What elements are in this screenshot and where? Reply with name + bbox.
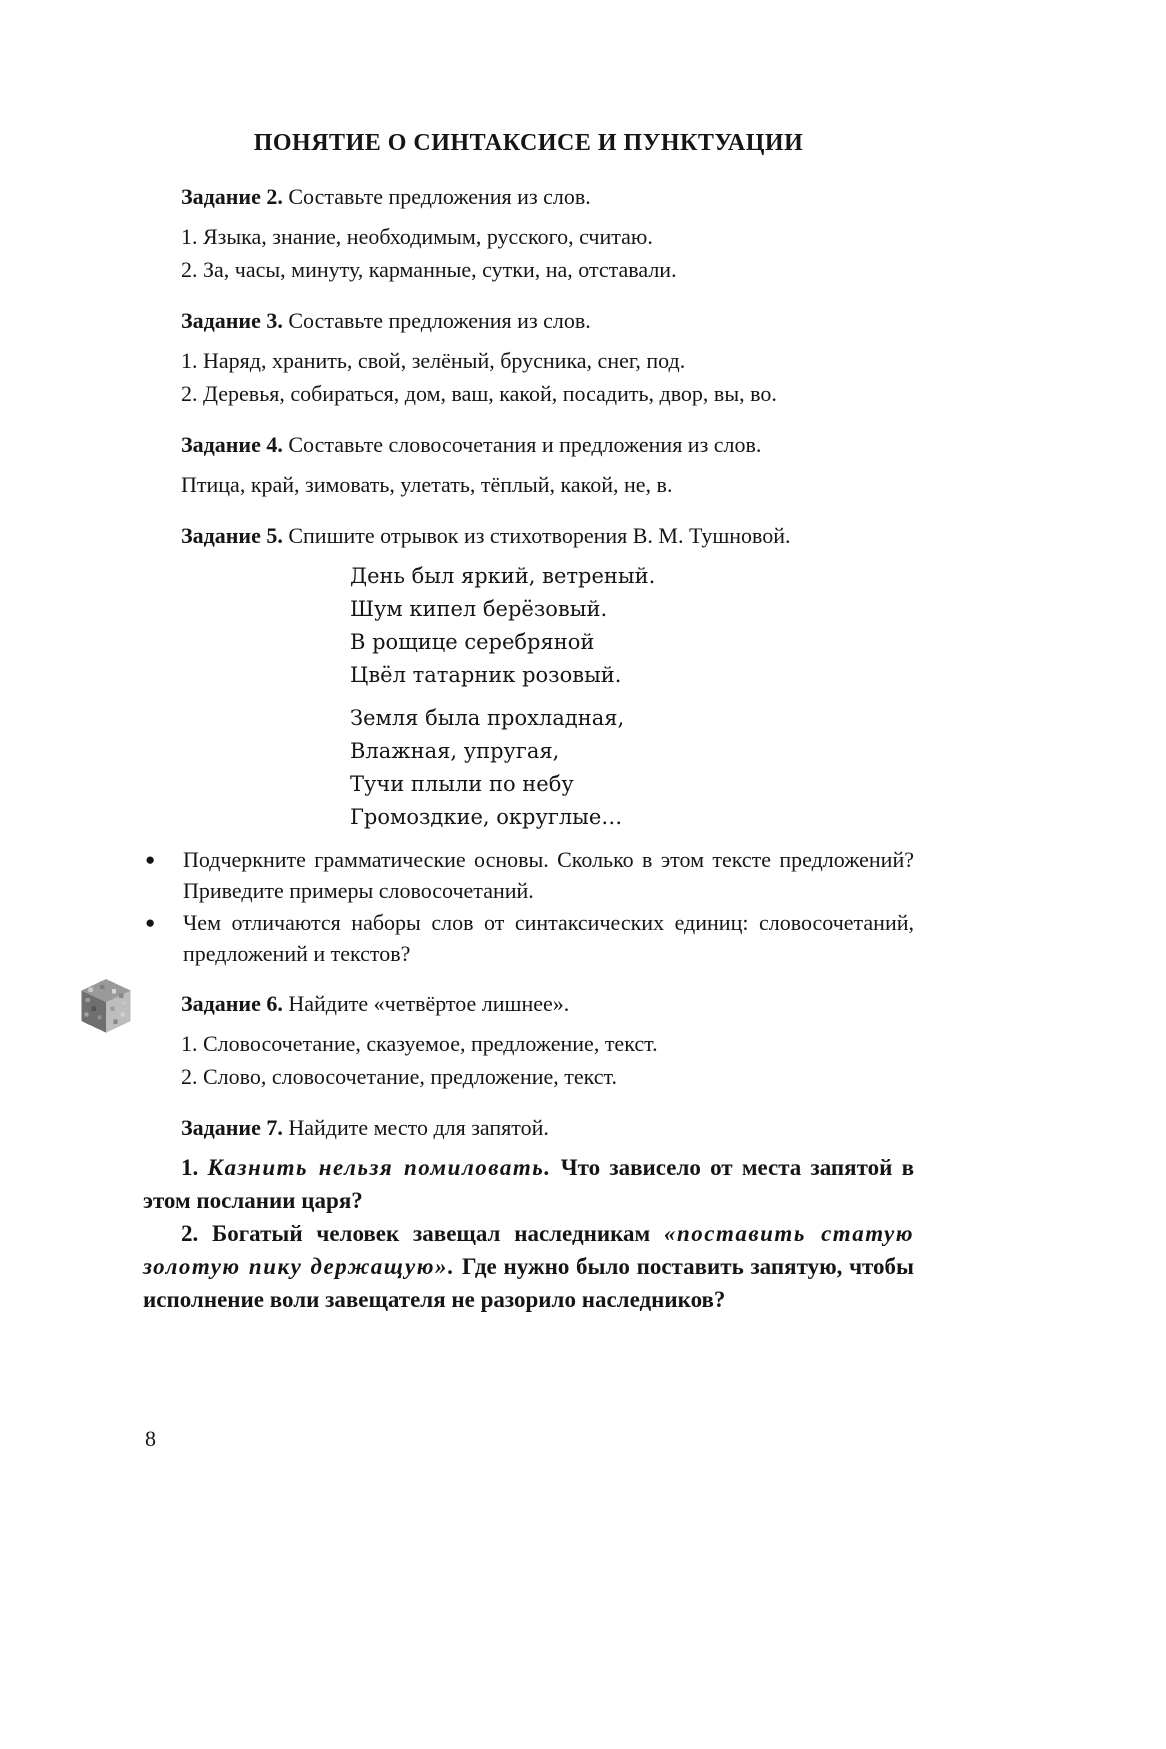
task4-instruction: Составьте словосочетания и предложения из слов. bbox=[288, 432, 762, 457]
page-title: ПОНЯТИЕ О СИНТАКСИСЕ И ПУНКТУАЦИИ bbox=[253, 130, 804, 156]
bullet-icon: ● bbox=[145, 913, 156, 932]
page-number: 8 bbox=[145, 1426, 156, 1451]
poem-line: Тучи плыли по небу bbox=[350, 772, 574, 796]
list-item bbox=[143, 907, 914, 969]
task5-label: Задание 5. bbox=[181, 523, 283, 548]
task6-header bbox=[143, 987, 914, 1020]
task4-header bbox=[143, 428, 914, 461]
task6-instruction: Найдите «четвёртое лишнее». bbox=[288, 991, 570, 1016]
poem-line: В рощице серебряной bbox=[350, 630, 595, 654]
poem-line: Громоздкие, округлые… bbox=[350, 805, 623, 829]
task2-item-1: 1. Языка, знание, необходимым, русского, считаю. bbox=[181, 224, 653, 249]
task2-header bbox=[143, 180, 914, 213]
task3-instruction: Составьте предложения из слов. bbox=[288, 308, 591, 333]
task7-item2-question: Где нужно было поставить запятую, чтобы исполнение воли завещателя не разорило наследников? bbox=[143, 1254, 915, 1312]
task3-header bbox=[143, 304, 914, 337]
task2-label: Задание 2. bbox=[181, 184, 283, 209]
task7-item-2 bbox=[143, 1217, 914, 1316]
task6-item-1: 1. Словосочетание, сказуемое, предложение, текст. bbox=[181, 1031, 658, 1056]
task7-item1-question: Что зависело от места запятой в этом послании царя? bbox=[143, 1155, 915, 1213]
task7-item1-number: 1. bbox=[181, 1155, 199, 1180]
task3-label: Задание 3. bbox=[181, 308, 283, 333]
poem-line: Цвёл татарник розовый. bbox=[350, 663, 622, 687]
task6-label: Задание 6. bbox=[181, 991, 283, 1016]
list-item bbox=[143, 844, 914, 906]
task7-item2-text: Богатый человек завещал наследникам bbox=[212, 1221, 651, 1246]
task7-item1-quote: Казнить нельзя помиловать. bbox=[207, 1155, 552, 1180]
poem-line: Шум кипел берёзовый. bbox=[350, 597, 608, 621]
poem-line: Земля была прохладная, bbox=[350, 706, 625, 730]
task7-header bbox=[143, 1111, 914, 1144]
task4-label: Задание 4. bbox=[181, 432, 283, 457]
task3-item-2: 2. Деревья, собираться, дом, ваш, какой, посадить, двор, вы, во. bbox=[181, 381, 777, 406]
poem-stanza-2 bbox=[350, 702, 914, 834]
task6-item-2: 2. Слово, словосочетание, предложение, текст. bbox=[181, 1064, 618, 1089]
task5-header bbox=[143, 519, 914, 552]
task7-label: Задание 7. bbox=[181, 1115, 283, 1140]
cube-icon bbox=[77, 977, 135, 1039]
bullet-icon: ● bbox=[145, 850, 156, 869]
task5-instruction: Спишите отрывок из стихотворения В. М. Тушновой. bbox=[288, 523, 791, 548]
poem bbox=[350, 560, 914, 834]
task3-item-1: 1. Наряд, хранить, свой, зелёный, брусника, снег, под. bbox=[181, 348, 686, 373]
task7-item2-quote: «поставить статую золотую пику держащую». bbox=[143, 1221, 915, 1279]
question-list bbox=[143, 844, 914, 969]
task7-instruction: Найдите место для запятой. bbox=[288, 1115, 549, 1140]
poem-line: День был яркий, ветреный. bbox=[350, 564, 656, 588]
poem-stanza-1 bbox=[350, 560, 914, 692]
poem-line: Влажная, упругая, bbox=[350, 739, 560, 763]
question-text-2: Чем отличаются наборы слов от синтаксических единиц: словосочетаний, предложений и текстов? bbox=[183, 910, 914, 966]
task7-item-1 bbox=[143, 1151, 914, 1217]
task2-instruction: Составьте предложения из слов. bbox=[288, 184, 591, 209]
task7-item2-number: 2. bbox=[181, 1221, 199, 1246]
task2-item-2: 2. За, часы, минуту, карманные, сутки, на, отставали. bbox=[181, 257, 677, 282]
task4-item-1: Птица, край, зимовать, улетать, тёплый, какой, не, в. bbox=[181, 472, 673, 497]
question-text-1: Подчеркните грамматические основы. Сколько в этом тексте предложений? Приведите примеры словосочетаний. bbox=[183, 847, 914, 903]
